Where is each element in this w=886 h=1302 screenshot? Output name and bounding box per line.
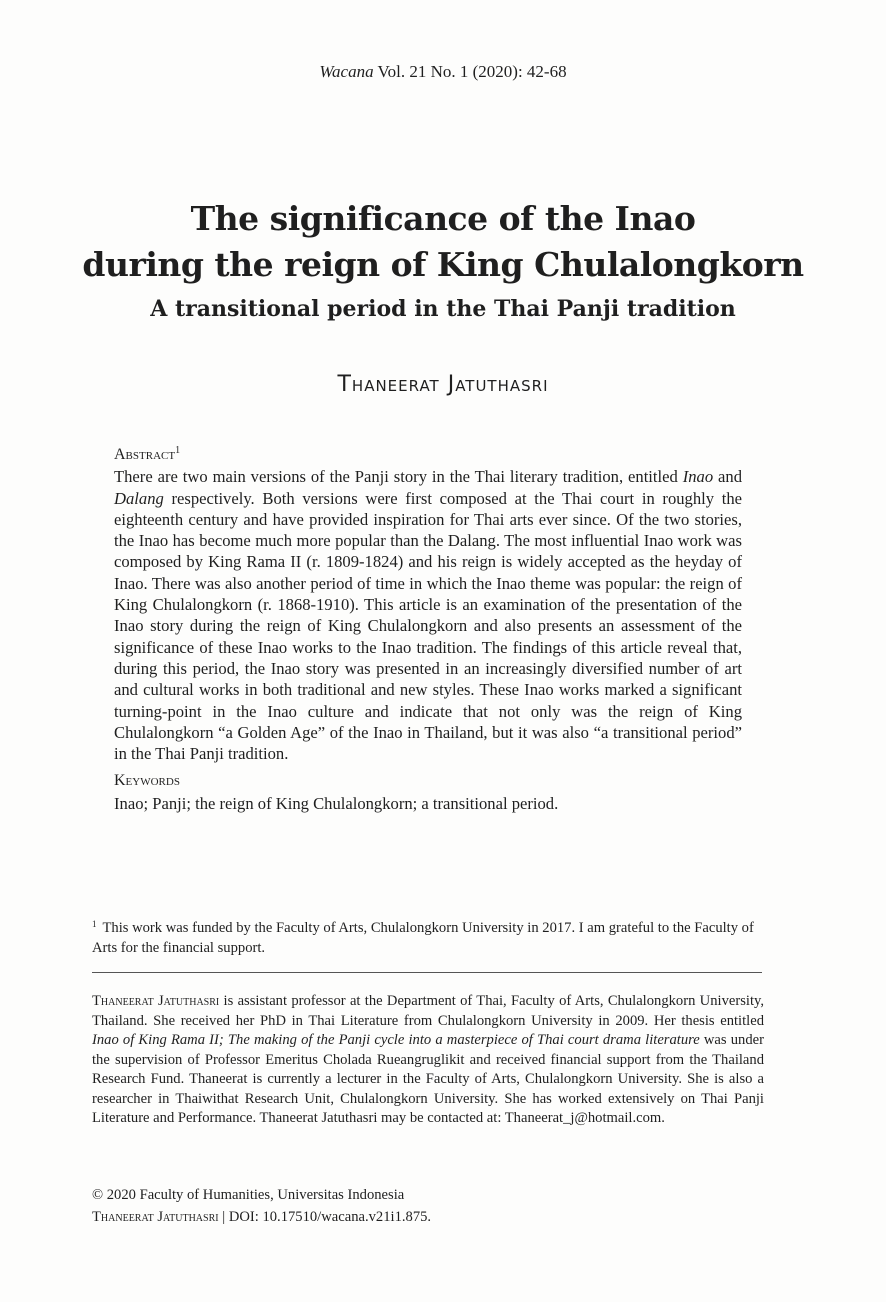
doi-text: DOI: 10.17510/wacana.v21i1.875.: [228, 1209, 432, 1225]
author-name: Thaneerat Jatuthasri: [337, 372, 549, 397]
abstract-label: Abstract: [114, 446, 176, 463]
abstract-segment: and: [713, 467, 742, 487]
footnote: [92, 914, 764, 958]
abstract-text: [114, 466, 742, 764]
abstract-segment: There are two main versions of the Panji story in the Thai literary tradition, entitled: [114, 467, 683, 487]
abstract-footnote-mark: 1: [175, 445, 181, 456]
footnote-mark: 1: [92, 919, 97, 929]
keywords-heading: Keywords: [114, 772, 180, 790]
footer-separator: |: [222, 1209, 226, 1225]
article-subtitle: A transitional period in the Thai Panji tradition: [150, 296, 736, 322]
abstract-title-dalang: Dalang: [114, 488, 164, 508]
keywords-text: Inao; Panji; the reign of King Chulalongkorn; a transitional period.: [114, 793, 559, 813]
footnote-text: This work was funded by the Faculty of Arts, Chulalongkorn University in 2017. I am grateful to the Faculty of Arts for the financial support.: [92, 920, 754, 956]
abstract-segment: respectively. Both versions were first composed at the Thai court in roughly the eighteenth century and have provided inspiration for Thai arts ever since. Of the two stories, the Inao has become much more popular than the Dalang. The most influential Inao work was composed by King Rama II (r. 1809-1824) and his reign is widely accepted as the heyday of Inao. There was also another period of time in which the Inao theme was popular: the reign of King Chulalongkorn (r. 1868-1910). This article is an examination of the presentation of the Inao story during the reign of King Chulalongkorn and also presents an assessment of the significance of these Inao works to the Inao tradition. The findings of this article reveal that, during this period, the Inao story was presented in an increasingly diversified number of art and cultural works in both traditional and new styles. These Inao works marked a significant turning-point in the Inao culture and indicate that not only was the reign of King Chulalongkorn “a Golden Age” of the Inao in Thailand, but it was also “a transitional period” in the Thai Panji tradition.: [114, 488, 742, 764]
footer-author: Thaneerat Jatuthasri: [92, 1209, 219, 1225]
bio-segment: is assistant professor at the Department of Thai, Faculty of Arts, Chulalongkorn University, Thailand. She received her PhD in Thai Literature from Chulalongkorn University in 2009. Her thesis entitled: [92, 993, 764, 1029]
copyright-line: © 2020 Faculty of Humanities, Universitas Indonesia: [92, 1187, 405, 1203]
title-line-2: during the reign of King Chulalongkorn: [82, 245, 804, 284]
abstract-section: [114, 440, 742, 814]
title-line-1: The significance of the Inao: [190, 199, 696, 238]
journal-citation: Vol. 21 No. 1 (2020): 42-68: [377, 62, 567, 81]
abstract-title-inao: Inao: [682, 467, 714, 487]
journal-name: Wacana: [319, 62, 374, 81]
author-bio: [92, 992, 764, 1129]
divider: [92, 972, 762, 973]
article-title: [0, 196, 886, 288]
bio-segment: was under the supervision of Professor Emeritus Cholada Rueangruglikit and received financial support from the Thailand Research Fund. Thaneerat is currently a lecturer in the Faculty of Arts, Chulalongkorn University. She is also a researcher in Thaiwithat Research Unit, Chulalongkorn University. She has worked extensively on Thai Panji Literature and Performance. Thaneerat Jatuthasri may be contacted at: Thaneerat_j@hotmail.com.: [92, 1032, 764, 1126]
copyright-block: [92, 1184, 764, 1228]
bio-author-name: Thaneerat Jatuthasri: [92, 993, 220, 1009]
running-header: [0, 62, 886, 82]
doi-line: [92, 1206, 764, 1228]
abstract-heading: [114, 440, 742, 465]
bio-thesis-title: Inao of King Rama II; The making of the Panji cycle into a masterpiece of Thai court drama literature: [92, 1032, 700, 1048]
